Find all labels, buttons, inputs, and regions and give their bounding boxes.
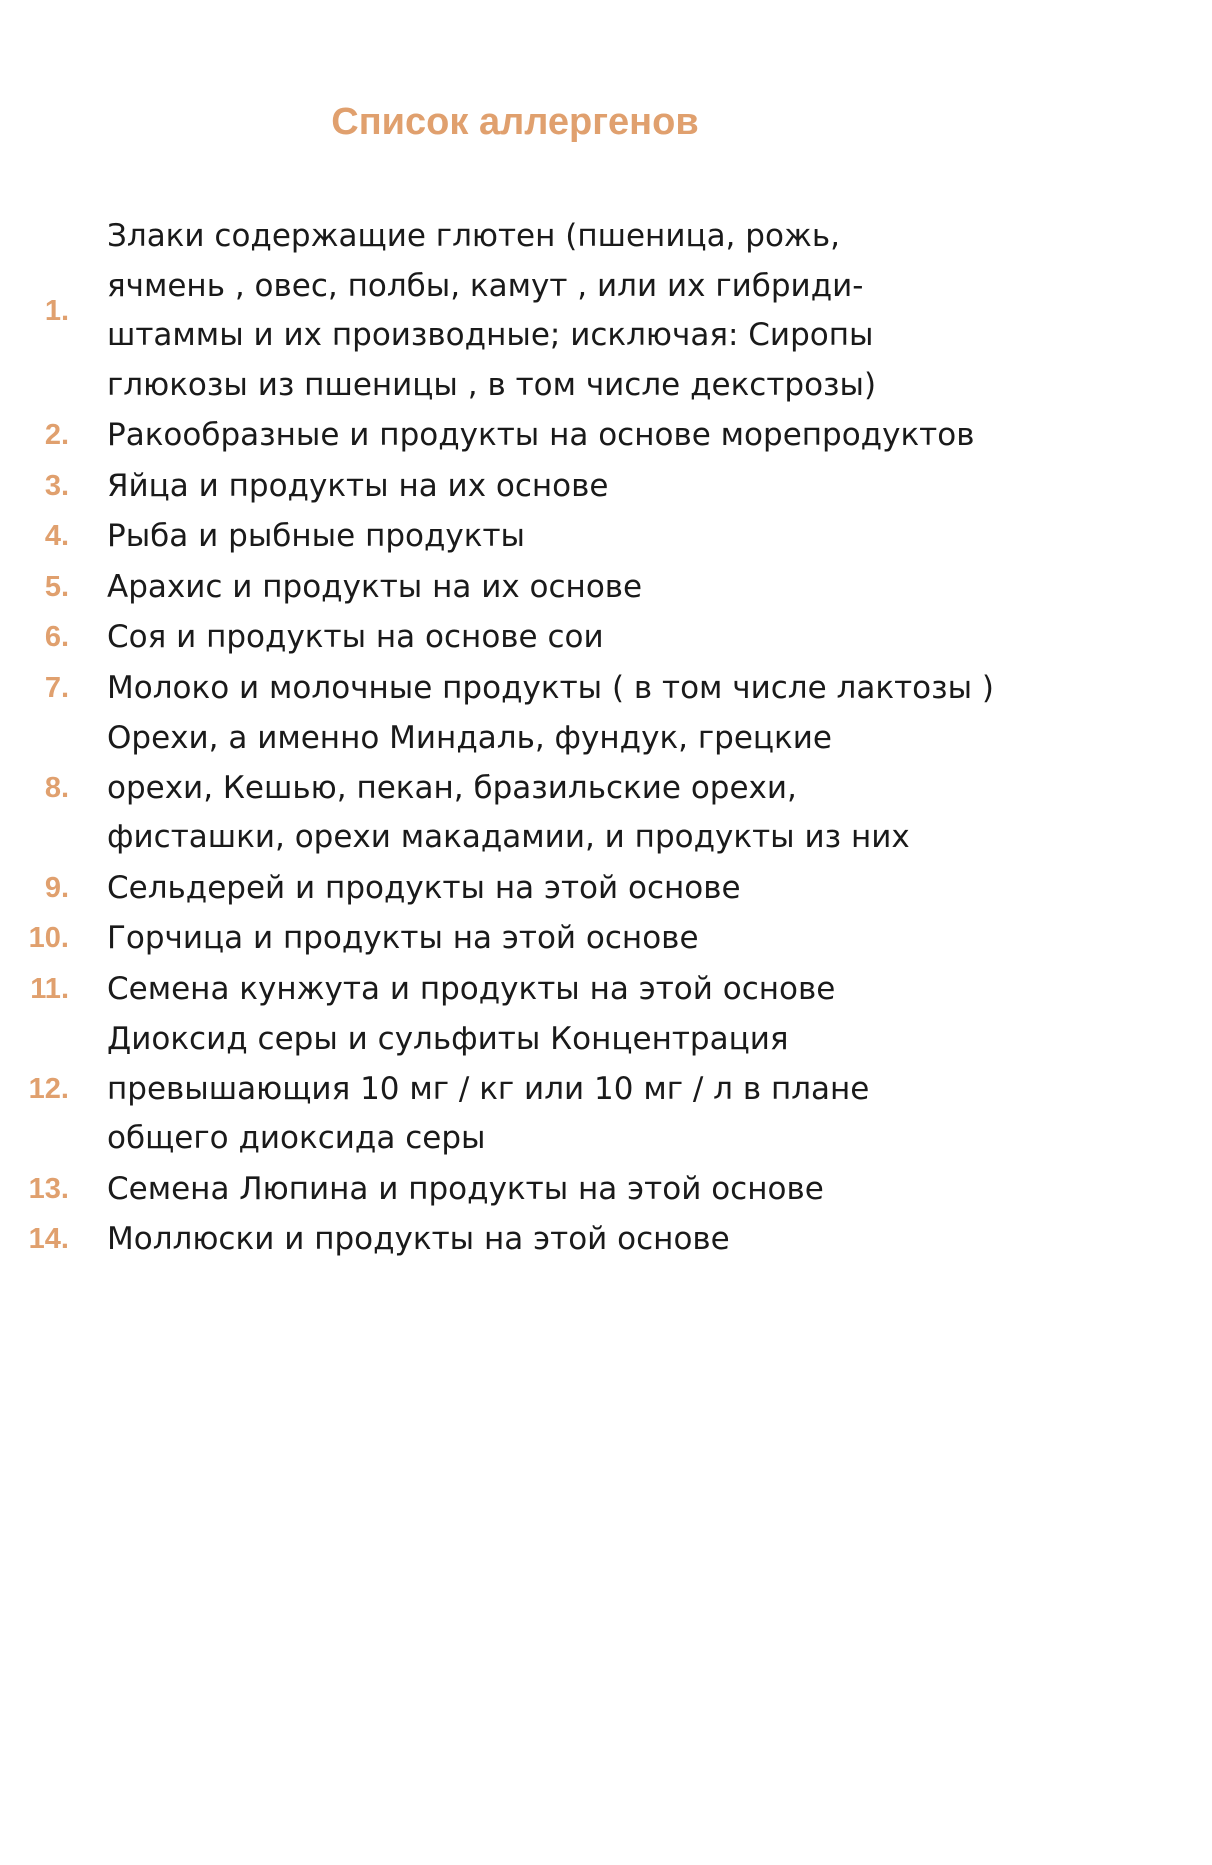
item-text: Семена Люпина и продукты на этой основе	[107, 1170, 824, 1207]
list-item	[0, 512, 1212, 562]
list-item	[0, 1215, 1212, 1265]
list-item	[0, 1015, 1212, 1164]
item-number: 8.	[44, 771, 69, 804]
item-number: 12.	[28, 1072, 69, 1105]
item-number: 3.	[44, 469, 69, 502]
item-number: 11.	[30, 972, 69, 1005]
list-item	[0, 1165, 1212, 1215]
list-item	[0, 411, 1212, 461]
list-item	[0, 664, 1212, 714]
item-text: Горчица и продукты на этой основе	[107, 920, 699, 956]
list-item	[0, 462, 1212, 512]
item-number: 9.	[44, 871, 69, 904]
item-text: Соя и продукты на основе сои	[107, 619, 604, 655]
item-number: 2.	[44, 419, 69, 452]
list-item	[0, 965, 1212, 1015]
item-text: Ракообразные и продукты на основе морепродуктов	[107, 417, 975, 453]
list-item	[0, 613, 1212, 663]
item-number: 4.	[44, 520, 69, 553]
list-item	[0, 212, 1212, 410]
item-text: Арахис и продукты на их основе	[107, 568, 643, 605]
item-text: Рыба и рыбные продукты	[107, 518, 526, 554]
item-text: Злаки содержащие глютен (пшеница, рожь, ячмень , овес, полбы, камут , или их гибриди- штаммы и их производные; исключая: Сиропы глюкозы из пшеницы , в том числе декстрозы)	[107, 218, 877, 403]
item-number: 7.	[44, 671, 69, 704]
item-text: Сельдерей и продукты на этой основе	[107, 869, 741, 906]
list-item	[0, 714, 1212, 863]
allergen-list	[0, 212, 1212, 1266]
item-text: Орехи, а именно Миндаль, фундук, грецкие орехи, Кешью, пекан, бразильские орехи, фисташки, орехи макадамии, и продукты из них	[107, 720, 910, 855]
item-number: 13.	[28, 1172, 69, 1205]
item-text: Семена кунжута и продукты на этой основе	[107, 970, 836, 1007]
item-number: 1.	[44, 294, 69, 327]
item-text: Моллюски и продукты на этой основе	[107, 1221, 730, 1257]
page-title: Список аллергенов	[331, 101, 699, 143]
item-text: Молоко и молочные продукты ( в том числе лактозы )	[107, 669, 995, 706]
item-number: 10.	[28, 922, 69, 955]
item-number: 5.	[44, 570, 69, 603]
item-text: Диоксид серы и сульфиты Концентрация превышающия 10 мг / кг или 10 мг / л в плане общего диоксида серы	[107, 1021, 870, 1156]
item-number: 14.	[28, 1223, 69, 1256]
item-text: Яйца и продукты на их основе	[107, 467, 609, 504]
list-item	[0, 563, 1212, 613]
list-item	[0, 914, 1212, 964]
item-number: 6.	[44, 621, 69, 654]
list-item	[0, 864, 1212, 914]
